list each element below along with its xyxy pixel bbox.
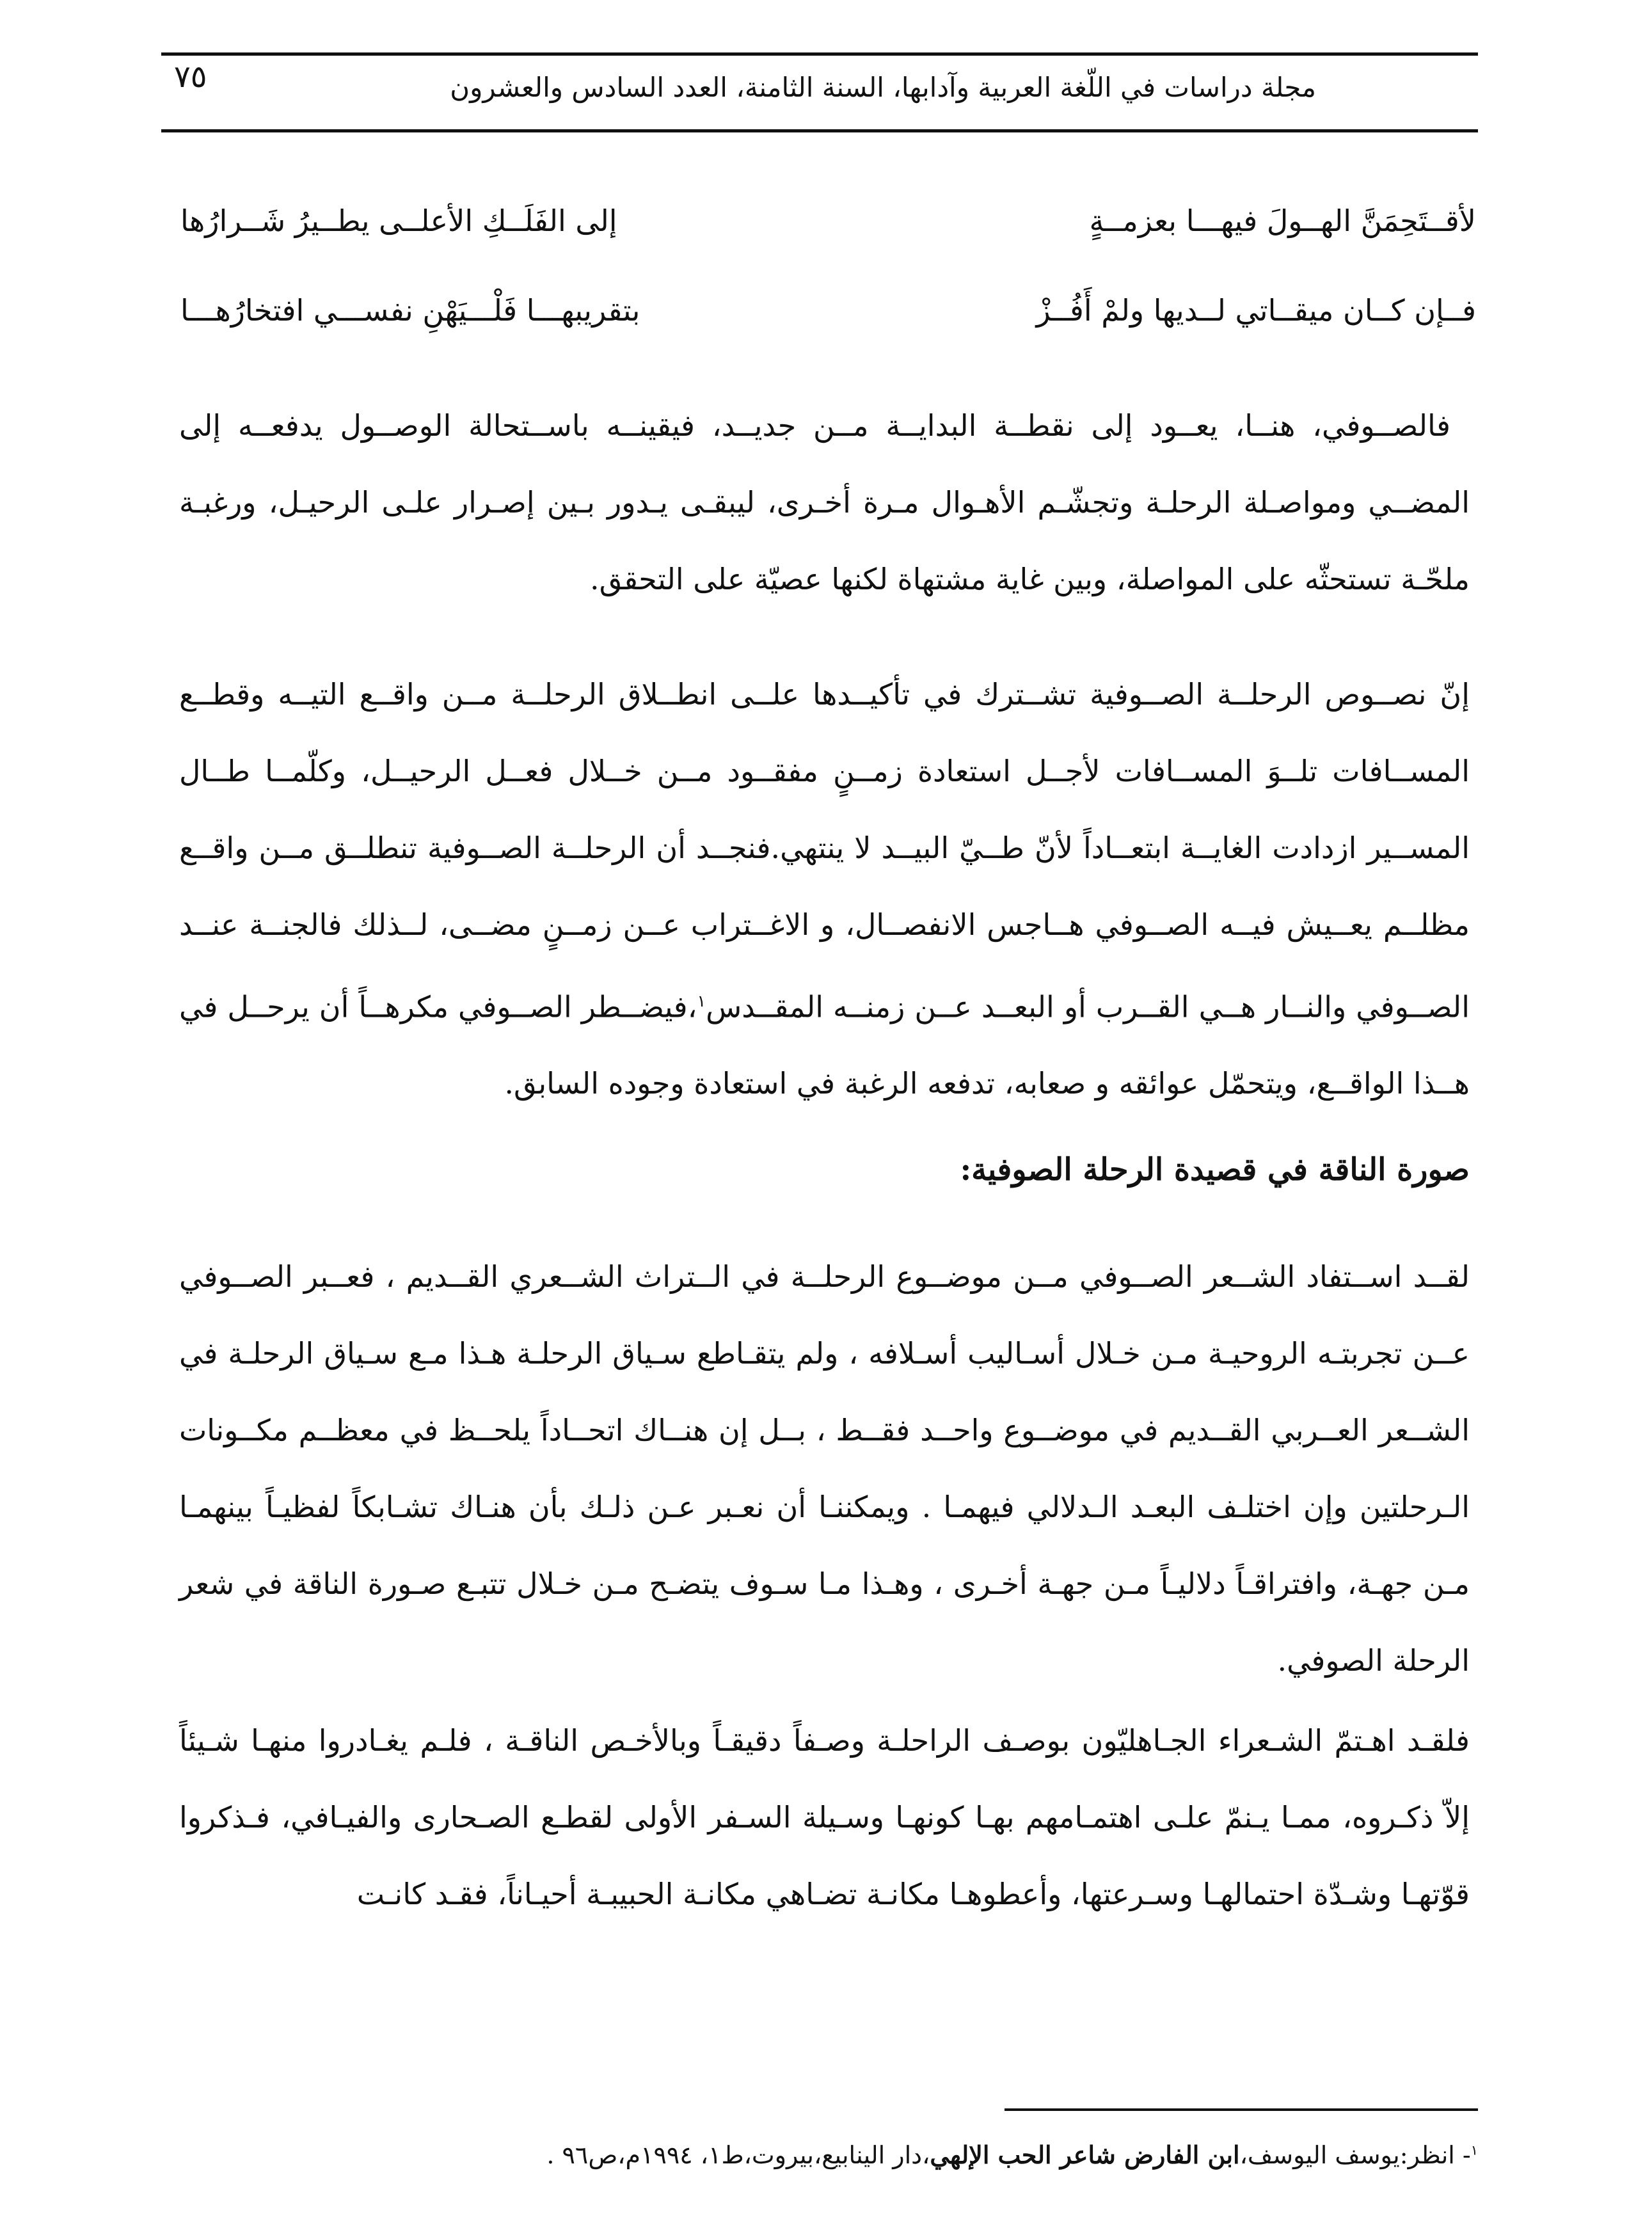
verse-1-first-hemistich: لأقــتَحِمَنَّ الهــولَ فيهـــا بعزمــةٍ bbox=[1089, 203, 1476, 238]
footnote-book-title: ابن الفارض شاعر الحب الإلهي bbox=[930, 2140, 1240, 2169]
paragraph-2-text-a: إنّ نصــوص الرحلــة الصــوفية تشــترك في تأكيــدها علــى انطــلاق الرحلــة مــن واقــع التيــه وقطــع المســافات تلــوَ المســافات لأجــل استعادة زمــنٍ مفقــود مــن خــلال فعــل الرحيــل، وكلّمــا طــال المســير ازدادت الغايــة ابتعــاداً لأنّ طــيّ البيــد لا ينتهي.فنجــد أن الرحلــة الصــوفية تنطلــق مــن واقــع مظلــم يعــيش فيــه الصــوفي هــاجس الانفصــال، و الاغــتراب عــن زمــنٍ مضــى، لــذلك فالجنــة عنــد الصــوفي والنــار هــي القــرب أو البعــد عــن زمنــه المقــدس bbox=[179, 677, 1470, 1024]
footnote-marker: ١ bbox=[1470, 2142, 1478, 2158]
header-bottom-rule bbox=[161, 129, 1478, 132]
footnote-prefix: - انظر:يوسف اليوسف، bbox=[1239, 2141, 1471, 2169]
paragraph-2 bbox=[179, 656, 1470, 1122]
footnote-suffix: ،دار الينابيع،بيروت،ط١، ١٩٩٤م،ص٩٦ . bbox=[546, 2141, 930, 2169]
paragraph-1: فالصــوفي، هنــا، يعــود إلى نقطــة البدايــة مــن جديــد، فيقينــه باســتحالة الوصــول يدفعــه إلى المضــي ومواصـلة الرحلـة وتجشّـم الأهـوال مـرة أخـرى، ليبقـى يـدور بـين إصـرار علـى الرحيـل، ورغبـة ملحّـة تستحثّه على المواصلة، وبين غاية مشتهاة لكنها عصيّة على التحقق. bbox=[179, 408, 1470, 596]
footnote bbox=[546, 2140, 1478, 2169]
verse-2-second-hemistich: بتقريبهـــا فَلْـــيَهْنِ نفســـي افتخارُهـــا bbox=[180, 293, 640, 328]
paragraph-2-text-b: ،فيضــطر الصــوفي مكرهــاً أن يرحــل في هــذا الواقــع، ويتحمّل عوائقه و صعابه، تدفعه الرغبة في استعادة وجوده السابق. bbox=[179, 989, 1470, 1101]
verse-2-first-hemistich: فــإن كــان ميقــاتي لــديها ولمْ أَفُــزْ bbox=[1036, 293, 1476, 328]
running-head: مجلة دراسات في اللّغة العربية وآدابها، السنة الثامنة، العدد السادس والعشرون bbox=[450, 72, 1316, 103]
paragraph-4: فلقـد اهـتمّ الشـعراء الجـاهليّون بوصـف الراحلـة وصـفاً دقيقـاً وبالأخـص الناقـة ، فلـم يغـادروا منهـا شـيئاً إلاّ ذكـروه، ممـا يـنمّ علـى اهتمـامهم بهـا كونهـا وسـيلة السـفر الأولى لقطـع الصـحارى والفيـافي، فـذكروا قوّتهـا وشـدّة احتمالهـا وسـرعتها، وأعطوهـا مكانـة تضـاهي مكانـة الحبيبـة أحيـاناً، فقـد كانـت bbox=[179, 1723, 1470, 1911]
footnote-rule bbox=[1005, 2108, 1478, 2111]
page-number: ٧٥ bbox=[174, 59, 207, 95]
verse-1-second-hemistich: إلى الفَلَــكِ الأعلــى يطــيرُ شَــرارُها bbox=[180, 203, 617, 238]
paragraph-3: لقــد اســتفاد الشــعر الصــوفي مــن موضــوع الرحلــة في الــتراث الشــعري القــديم ، فعــبر الصــوفي عــن تجربتـه الروحيـة مـن خـلال أسـاليب أسـلافه ، ولم يتقـاطع سـياق الرحلـة هـذا مـع سـياق الرحلـة في الشــعر العــربي القــديم في موضــوع واحــد فقــط ، بــل إن هنــاك اتحــاداً يلحــظ في معظــم مكــونات الـرحلتين وإن اختلـف البعـد الـدلالي فيهمـا . ويمكننـا أن نعـبر عـن ذلـك بأن هنـاك تشـابكاً لفظيـاً بينهمـا مـن جهـة، وافتراقـاً دلاليـاً مـن جهـة أخـرى ، وهـذا مـا سـوف يتضـح مـن خـلال تتبـع صـورة الناقة في شعر الرحلة الصوفي. bbox=[179, 1259, 1470, 1678]
footnote-reference: ١ bbox=[697, 992, 706, 1010]
header-top-rule bbox=[161, 52, 1478, 56]
section-heading: صورة الناقة في قصيدة الرحلة الصوفية: bbox=[960, 1152, 1470, 1188]
